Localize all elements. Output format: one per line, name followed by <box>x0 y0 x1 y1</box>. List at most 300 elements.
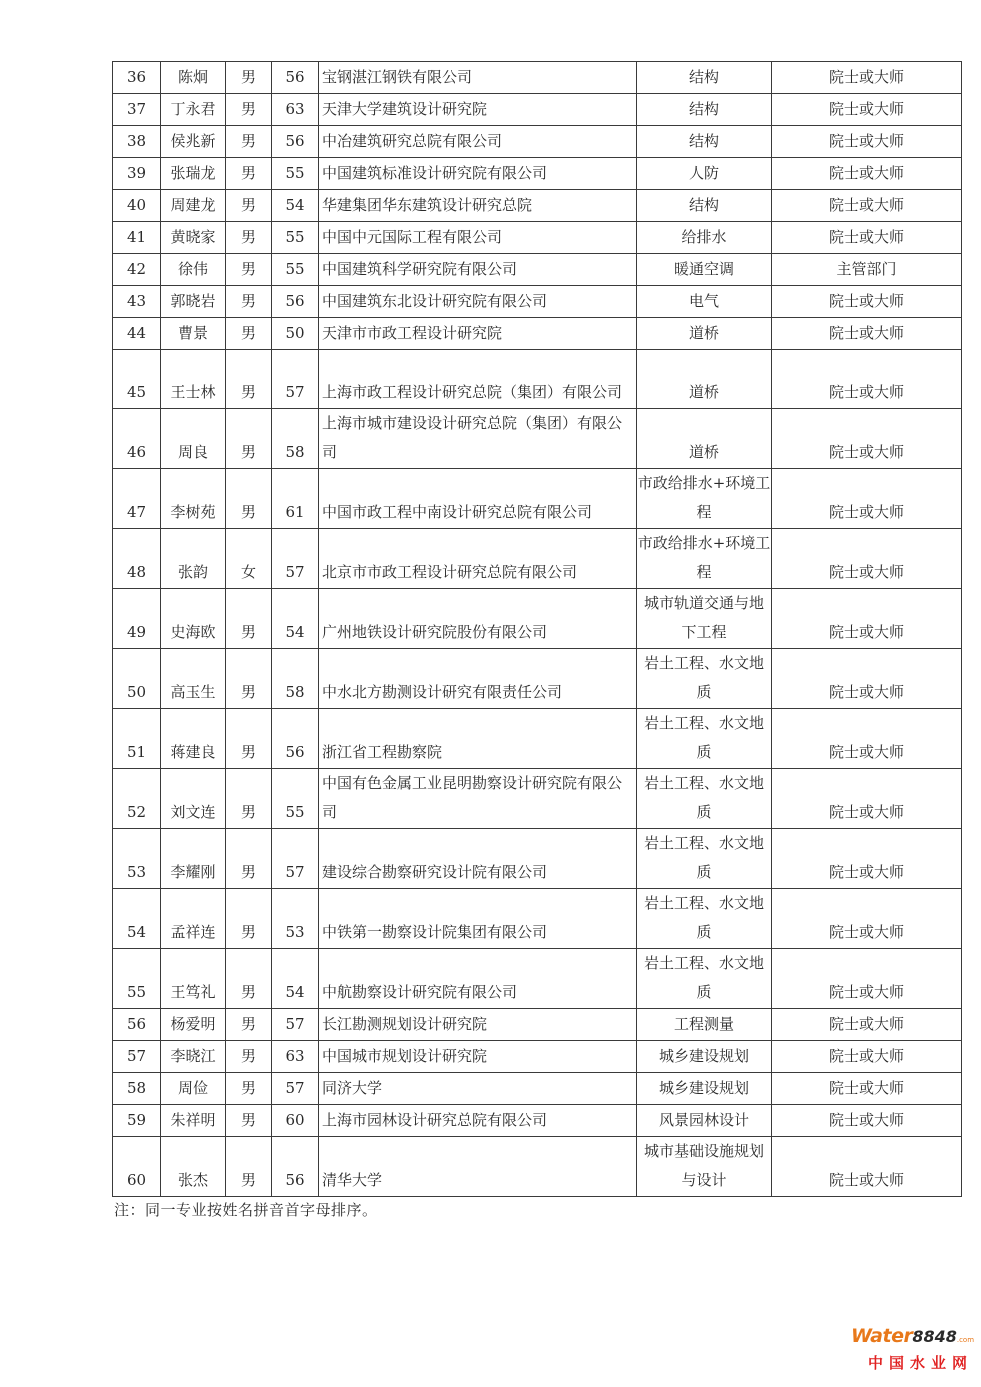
cell-name <box>161 709 226 769</box>
cell-org <box>319 649 637 709</box>
cell-major-text: 城乡建设规划 <box>658 1047 749 1065</box>
cell-no <box>113 709 161 769</box>
cell-gender <box>226 889 272 949</box>
cell-age-text: 58 <box>285 683 305 701</box>
cell-source-text: 院士或大师 <box>828 923 904 941</box>
cell-major-text: 工程测量 <box>673 1015 734 1033</box>
cell-no <box>113 649 161 709</box>
cell-source-text: 院士或大师 <box>828 803 904 821</box>
cell-name <box>161 126 226 158</box>
cell-gender-text: 男 <box>240 260 256 278</box>
cell-age-text: 53 <box>285 923 305 941</box>
cell-major <box>637 1137 772 1197</box>
cell-no <box>113 1105 161 1137</box>
cell-org <box>319 949 637 1009</box>
cell-name <box>161 949 226 1009</box>
cell-age-text: 63 <box>285 100 305 118</box>
cell-age <box>272 254 319 286</box>
cell-major <box>637 126 772 158</box>
cell-major <box>637 94 772 126</box>
cell-source <box>772 1137 962 1197</box>
cell-gender <box>226 1137 272 1197</box>
cell-gender <box>226 1041 272 1073</box>
table-row <box>113 62 962 94</box>
cell-age <box>272 949 319 1009</box>
cell-name-text: 周俭 <box>177 1079 208 1097</box>
cell-name <box>161 1073 226 1105</box>
table-row <box>113 589 962 649</box>
cell-age <box>272 589 319 649</box>
cell-age-text: 56 <box>285 1171 305 1189</box>
cell-no-text: 41 <box>126 228 147 246</box>
table-row <box>113 1009 962 1041</box>
cell-gender-text: 男 <box>240 100 256 118</box>
cell-age-text: 54 <box>285 983 305 1001</box>
cell-major <box>637 190 772 222</box>
cell-source <box>772 62 962 94</box>
cell-gender <box>226 158 272 190</box>
cell-name-text: 郭晓岩 <box>170 292 216 310</box>
cell-source <box>772 709 962 769</box>
cell-no <box>113 889 161 949</box>
cell-source <box>772 350 962 409</box>
cell-name-text: 徐伟 <box>177 260 208 278</box>
cell-name <box>161 62 226 94</box>
cell-major-text: 岩土工程、水文地质 <box>643 774 764 821</box>
cell-source <box>772 286 962 318</box>
cell-org <box>319 350 637 409</box>
table-row <box>113 318 962 350</box>
cell-source <box>772 649 962 709</box>
table-row <box>113 889 962 949</box>
cell-org <box>319 190 637 222</box>
experts-table <box>112 61 962 1197</box>
cell-gender-text: 男 <box>240 196 256 214</box>
cell-gender-text: 男 <box>240 623 256 641</box>
cell-major-text: 人防 <box>688 164 719 182</box>
cell-no <box>113 350 161 409</box>
cell-gender-text: 男 <box>240 1047 256 1065</box>
cell-gender <box>226 318 272 350</box>
cell-name <box>161 94 226 126</box>
cell-major <box>637 222 772 254</box>
cell-major <box>637 350 772 409</box>
cell-age <box>272 158 319 190</box>
cell-org <box>319 1105 637 1137</box>
cell-no-text: 46 <box>126 443 147 461</box>
cell-major <box>637 1105 772 1137</box>
cell-age-text: 61 <box>285 503 305 521</box>
cell-name-text: 张杰 <box>177 1171 208 1189</box>
cell-major-text: 城市轨道交通与地下工程 <box>643 594 764 641</box>
table-row <box>113 709 962 769</box>
table-row <box>113 769 962 829</box>
cell-major-text: 岩土工程、水文地质 <box>643 714 764 761</box>
cell-major <box>637 469 772 529</box>
cell-gender-text: 男 <box>240 68 256 86</box>
cell-source-text: 院士或大师 <box>828 503 904 521</box>
cell-age-text: 55 <box>285 164 305 182</box>
cell-name <box>161 1009 226 1041</box>
cell-name <box>161 469 226 529</box>
cell-major-text: 城市基础设施规划与设计 <box>643 1142 764 1189</box>
cell-age-text: 56 <box>285 743 305 761</box>
cell-no <box>113 1041 161 1073</box>
cell-org-text: 上海市政工程设计研究总院（集团）有限公司 <box>322 383 623 401</box>
cell-gender <box>226 589 272 649</box>
cell-name <box>161 350 226 409</box>
cell-source <box>772 949 962 1009</box>
cell-major <box>637 829 772 889</box>
cell-age <box>272 94 319 126</box>
cell-source-text: 院士或大师 <box>828 1079 904 1097</box>
cell-age-text: 55 <box>285 260 305 278</box>
table-row <box>113 190 962 222</box>
cell-no <box>113 529 161 589</box>
cell-age-text: 56 <box>285 68 305 86</box>
cell-no <box>113 318 161 350</box>
logo-num: 8848 <box>912 1327 957 1346</box>
cell-gender <box>226 709 272 769</box>
cell-no-text: 57 <box>126 1047 147 1065</box>
cell-name <box>161 254 226 286</box>
cell-no <box>113 1073 161 1105</box>
cell-no-text: 60 <box>126 1171 147 1189</box>
cell-gender-text: 男 <box>240 1015 256 1033</box>
cell-no <box>113 158 161 190</box>
cell-source <box>772 254 962 286</box>
cell-name-text: 曹景 <box>177 324 208 342</box>
cell-age <box>272 62 319 94</box>
cell-name <box>161 829 226 889</box>
cell-gender <box>226 350 272 409</box>
table-row <box>113 949 962 1009</box>
cell-gender <box>226 126 272 158</box>
cell-org-text: 中国建筑东北设计研究院有限公司 <box>322 292 548 310</box>
cell-major-text: 岩土工程、水文地质 <box>643 654 764 701</box>
cell-age-text: 57 <box>285 863 305 881</box>
cell-org <box>319 94 637 126</box>
cell-age <box>272 222 319 254</box>
cell-no <box>113 769 161 829</box>
cell-org <box>319 1073 637 1105</box>
cell-name-text: 李晓江 <box>170 1047 216 1065</box>
cell-major-text: 市政给排水+环境工程 <box>637 474 771 521</box>
cell-source-text: 院士或大师 <box>828 196 904 214</box>
cell-name <box>161 1137 226 1197</box>
cell-major-text: 岩土工程、水文地质 <box>643 954 764 1001</box>
cell-age <box>272 829 319 889</box>
cell-major <box>637 1041 772 1073</box>
cell-no-text: 49 <box>126 623 147 641</box>
cell-age <box>272 1073 319 1105</box>
cell-source-text: 院士或大师 <box>828 683 904 701</box>
cell-gender-text: 男 <box>240 803 256 821</box>
cell-major <box>637 949 772 1009</box>
cell-major-text: 风景园林设计 <box>658 1111 749 1129</box>
cell-major <box>637 409 772 469</box>
cell-name-text: 刘文连 <box>170 803 216 821</box>
cell-major-text: 道桥 <box>688 443 719 461</box>
cell-name-text: 李树苑 <box>170 503 216 521</box>
cell-no <box>113 254 161 286</box>
cell-name <box>161 1105 226 1137</box>
cell-age-text: 54 <box>285 196 305 214</box>
cell-org-text: 中国中元国际工程有限公司 <box>322 228 503 246</box>
cell-major-text: 道桥 <box>688 324 719 342</box>
cell-age <box>272 126 319 158</box>
cell-major-text: 结构 <box>688 100 719 118</box>
cell-org <box>319 318 637 350</box>
table-row <box>113 158 962 190</box>
cell-source <box>772 126 962 158</box>
cell-gender <box>226 469 272 529</box>
cell-name <box>161 190 226 222</box>
cell-major <box>637 769 772 829</box>
cell-gender-text: 男 <box>240 743 256 761</box>
cell-no-text: 52 <box>126 803 147 821</box>
cell-org-text: 中水北方勘测设计研究有限责任公司 <box>322 683 563 701</box>
cell-name <box>161 589 226 649</box>
cell-org-text: 中国建筑科学研究院有限公司 <box>322 260 518 278</box>
cell-major-text: 电气 <box>688 292 719 310</box>
table-row <box>113 1073 962 1105</box>
cell-source-text: 院士或大师 <box>828 743 904 761</box>
cell-age-text: 50 <box>285 324 305 342</box>
cell-source <box>772 1009 962 1041</box>
cell-name-text: 王士林 <box>170 383 216 401</box>
cell-source-text: 院士或大师 <box>828 1015 904 1033</box>
cell-no-text: 39 <box>126 164 147 182</box>
cell-name <box>161 318 226 350</box>
cell-org <box>319 222 637 254</box>
cell-no-text: 38 <box>126 132 147 150</box>
cell-major <box>637 318 772 350</box>
cell-no-text: 50 <box>126 683 147 701</box>
cell-no <box>113 409 161 469</box>
logo-cn: 中国水业网 <box>867 1354 973 1372</box>
cell-name-text: 周良 <box>177 443 208 461</box>
cell-source <box>772 158 962 190</box>
cell-gender <box>226 190 272 222</box>
cell-age <box>272 769 319 829</box>
table-row <box>113 1137 962 1197</box>
cell-age-text: 54 <box>285 623 305 641</box>
cell-major-text: 岩土工程、水文地质 <box>643 894 764 941</box>
cell-major-text: 结构 <box>688 196 719 214</box>
cell-major <box>637 286 772 318</box>
cell-name-text: 黄晓家 <box>170 228 216 246</box>
cell-name <box>161 649 226 709</box>
cell-name-text: 周建龙 <box>170 196 216 214</box>
cell-major <box>637 529 772 589</box>
cell-source-text: 院士或大师 <box>828 443 904 461</box>
cell-org <box>319 829 637 889</box>
cell-major-text: 市政给排水+环境工程 <box>637 534 771 581</box>
water8848-logo <box>851 1326 973 1380</box>
cell-org-text: 长江勘测规划设计研究院 <box>322 1015 488 1033</box>
cell-name-text: 高玉生 <box>170 683 216 701</box>
cell-major <box>637 1009 772 1041</box>
cell-no <box>113 190 161 222</box>
logo-com: .com <box>956 1336 975 1344</box>
cell-source-text: 院士或大师 <box>828 563 904 581</box>
cell-org <box>319 889 637 949</box>
cell-age-text: 57 <box>285 1015 305 1033</box>
logo-en: Water <box>851 1325 913 1347</box>
cell-source-text: 主管部门 <box>836 260 897 278</box>
cell-gender <box>226 829 272 889</box>
cell-name-text: 王笃礼 <box>170 983 216 1001</box>
cell-org <box>319 709 637 769</box>
cell-major <box>637 254 772 286</box>
table-row <box>113 829 962 889</box>
cell-name-text: 丁永君 <box>170 100 216 118</box>
cell-no <box>113 1137 161 1197</box>
cell-no-text: 59 <box>126 1111 147 1129</box>
cell-no <box>113 126 161 158</box>
cell-org <box>319 286 637 318</box>
cell-source-text: 院士或大师 <box>828 132 904 150</box>
cell-source-text: 院士或大师 <box>828 1171 904 1189</box>
cell-age <box>272 529 319 589</box>
cell-no-text: 43 <box>126 292 147 310</box>
cell-org <box>319 1137 637 1197</box>
cell-source <box>772 1073 962 1105</box>
cell-no-text: 47 <box>126 503 147 521</box>
cell-age <box>272 1041 319 1073</box>
cell-org <box>319 62 637 94</box>
cell-source-text: 院士或大师 <box>828 983 904 1001</box>
cell-gender-text: 男 <box>240 503 256 521</box>
table-row <box>113 409 962 469</box>
cell-gender <box>226 1073 272 1105</box>
cell-name <box>161 769 226 829</box>
cell-source <box>772 190 962 222</box>
cell-org <box>319 409 637 469</box>
table-row <box>113 649 962 709</box>
cell-source-text: 院士或大师 <box>828 383 904 401</box>
cell-gender <box>226 769 272 829</box>
cell-gender-text: 男 <box>240 132 256 150</box>
cell-org <box>319 1009 637 1041</box>
cell-org <box>319 254 637 286</box>
cell-gender-text: 女 <box>240 563 256 581</box>
cell-org-text: 北京市市政工程设计研究总院有限公司 <box>322 563 578 581</box>
cell-major-text: 城乡建设规划 <box>658 1079 749 1097</box>
cell-org <box>319 529 637 589</box>
cell-name <box>161 1041 226 1073</box>
cell-source <box>772 889 962 949</box>
cell-org-text: 宝钢湛江钢铁有限公司 <box>322 68 473 86</box>
cell-org-text: 中冶建筑研究总院有限公司 <box>322 132 503 150</box>
cell-gender-text: 男 <box>240 292 256 310</box>
cell-source-text: 院士或大师 <box>828 1047 904 1065</box>
cell-gender-text: 男 <box>240 1079 256 1097</box>
cell-gender-text: 男 <box>240 1171 256 1189</box>
cell-age <box>272 649 319 709</box>
cell-name-text: 张瑞龙 <box>170 164 216 182</box>
cell-name-text: 蒋建良 <box>170 743 216 761</box>
cell-org-text: 中国市政工程中南设计研究总院有限公司 <box>322 503 593 521</box>
cell-name-text: 史海欧 <box>170 623 216 641</box>
cell-major-text: 暖通空调 <box>673 260 734 278</box>
table-body <box>113 62 962 1197</box>
cell-gender-text: 男 <box>240 683 256 701</box>
cell-source-text: 院士或大师 <box>828 324 904 342</box>
cell-major <box>637 158 772 190</box>
cell-age <box>272 190 319 222</box>
cell-org-text: 天津市市政工程设计研究院 <box>322 324 503 342</box>
table-row <box>113 1041 962 1073</box>
cell-no <box>113 222 161 254</box>
cell-age-text: 63 <box>285 1047 305 1065</box>
cell-no-text: 36 <box>126 68 147 86</box>
cell-gender-text: 男 <box>240 324 256 342</box>
cell-major <box>637 62 772 94</box>
cell-age-text: 57 <box>285 563 305 581</box>
cell-gender-text: 男 <box>240 1111 256 1129</box>
cell-name-text: 朱祥明 <box>170 1111 216 1129</box>
cell-org-text: 天津大学建筑设计研究院 <box>322 100 488 118</box>
cell-org-text: 中航勘察设计研究院有限公司 <box>322 983 518 1001</box>
table-row <box>113 1105 962 1137</box>
cell-org <box>319 469 637 529</box>
cell-no <box>113 469 161 529</box>
cell-org <box>319 158 637 190</box>
cell-major-text: 结构 <box>688 68 719 86</box>
cell-no-text: 56 <box>126 1015 147 1033</box>
cell-source <box>772 1105 962 1137</box>
cell-major <box>637 649 772 709</box>
cell-name-text: 孟祥连 <box>170 923 216 941</box>
cell-org-text: 清华大学 <box>322 1171 383 1189</box>
cell-org-text: 同济大学 <box>322 1079 383 1097</box>
cell-name <box>161 529 226 589</box>
cell-major-text: 给排水 <box>681 228 727 246</box>
cell-major <box>637 889 772 949</box>
cell-major <box>637 589 772 649</box>
cell-source <box>772 529 962 589</box>
cell-source <box>772 469 962 529</box>
cell-org-text: 华建集团华东建筑设计研究总院 <box>322 196 533 214</box>
cell-gender-text: 男 <box>240 443 256 461</box>
cell-age-text: 56 <box>285 132 305 150</box>
cell-major-text: 道桥 <box>688 383 719 401</box>
cell-org-text: 浙江省工程勘察院 <box>322 743 443 761</box>
table-row <box>113 350 962 409</box>
cell-source-text: 院士或大师 <box>828 68 904 86</box>
cell-age <box>272 318 319 350</box>
cell-name-text: 侯兆新 <box>170 132 216 150</box>
cell-source <box>772 589 962 649</box>
cell-age-text: 57 <box>285 1079 305 1097</box>
cell-source-text: 院士或大师 <box>828 164 904 182</box>
table-note: 注：同一专业按姓名拼音首字母排序。 <box>114 1201 378 1219</box>
cell-source <box>772 769 962 829</box>
cell-gender-text: 男 <box>240 164 256 182</box>
table-row <box>113 529 962 589</box>
table-row <box>113 286 962 318</box>
cell-org-text: 上海市城市建设设计研究总院（集团）有限公司 <box>322 414 623 461</box>
cell-age-text: 57 <box>285 383 305 401</box>
cell-name-text: 杨爱明 <box>170 1015 216 1033</box>
cell-gender <box>226 649 272 709</box>
cell-source <box>772 94 962 126</box>
table-row <box>113 126 962 158</box>
cell-org <box>319 769 637 829</box>
cell-age <box>272 350 319 409</box>
